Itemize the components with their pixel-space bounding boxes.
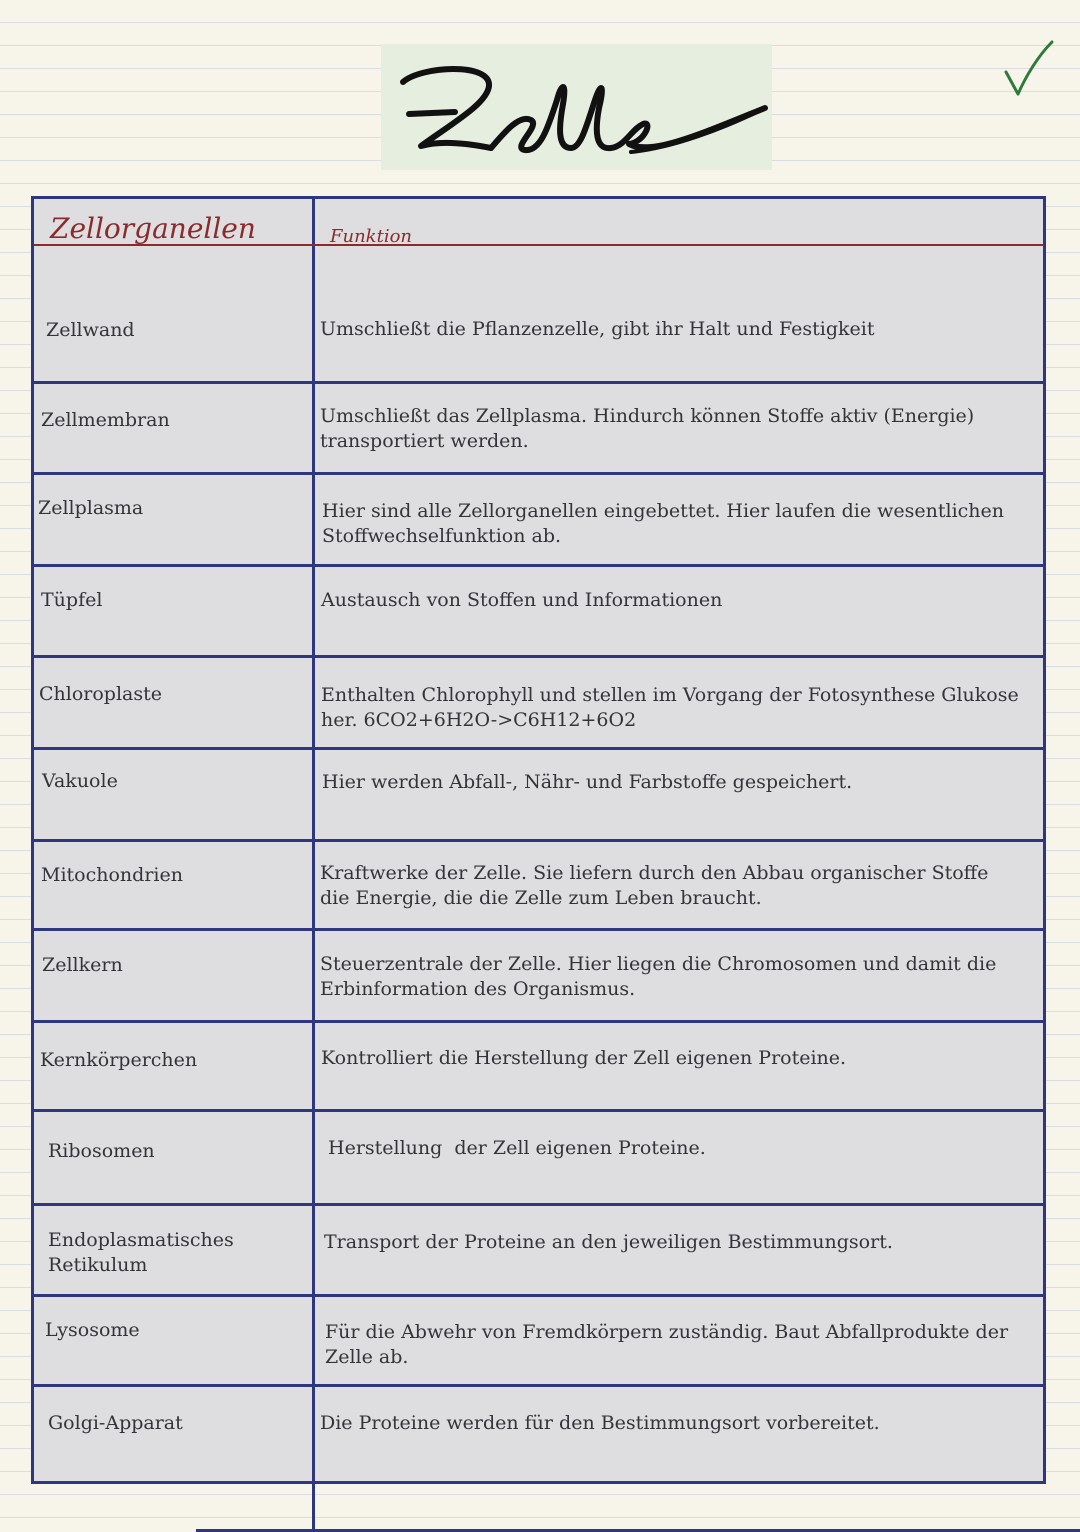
column-divider — [312, 196, 315, 1532]
organelle-name: Ribosomen — [48, 1140, 155, 1162]
organelle-name: Zellwand — [46, 319, 135, 341]
organelle-function: Für die Abwehr von Fremdkörpern zuständig. Baut Abfallprodukte der Zelle ab. — [325, 1321, 1009, 1368]
title-box — [381, 44, 772, 170]
organelle-name: Vakuole — [42, 770, 118, 792]
title-handwriting — [381, 44, 772, 170]
row-divider — [34, 381, 1044, 384]
organelle-name: Kernkörperchen — [40, 1049, 198, 1071]
row-divider — [34, 472, 1044, 475]
organelle-function: Umschließt das Zellplasma. Hindurch können Stoffe aktiv (Energie) transportiert werden. — [320, 405, 975, 452]
row-divider — [34, 1294, 1044, 1297]
organelle-function: Herstellung der Zell eigenen Proteine. — [328, 1137, 706, 1159]
row-divider — [34, 564, 1044, 567]
organelle-name: Lysosome — [45, 1319, 140, 1341]
row-divider — [34, 1203, 1044, 1206]
header-funktion: Funktion — [330, 226, 413, 247]
organelle-function: Enthalten Chlorophyll und stellen im Vorgang der Fotosynthese Glukose her. 6CO2+6H2O->C6H12+6O2 — [321, 684, 1019, 731]
organelle-function: Hier sind alle Zellorganellen eingebettet. Hier laufen die wesentlichen Stoffwechselfunktion ab. — [322, 500, 1005, 547]
organelle-name: Tüpfel — [41, 589, 103, 611]
check-mark-icon — [1000, 36, 1056, 98]
organelle-function: Austausch von Stoffen und Informationen — [321, 589, 723, 611]
organelle-function: Steuerzentrale der Zelle. Hier liegen die Chromosomen und damit die Erbinformation des Organismus. — [320, 953, 997, 1000]
row-divider — [34, 1384, 1044, 1387]
organelle-function: Kontrolliert die Herstellung der Zell eigenen Proteine. — [321, 1047, 847, 1069]
row-divider — [34, 1020, 1044, 1023]
organelle-function: Transport der Proteine an den jeweiligen Bestimmungsort. — [324, 1231, 893, 1253]
organelle-function: Umschließt die Pflanzenzelle, gibt ihr Halt und Festigkeit — [320, 318, 875, 340]
row-divider — [34, 1109, 1044, 1112]
organelle-function: Hier werden Abfall-, Nähr- und Farbstoffe gespeichert. — [322, 771, 853, 793]
organelle-name: Zellplasma — [38, 497, 144, 519]
row-divider — [34, 839, 1044, 842]
organelle-name: Golgi-Apparat — [48, 1412, 183, 1434]
check-mark-label: ✓ — [1000, 36, 1001, 37]
row-divider — [34, 747, 1044, 750]
organelle-name: Zellmembran — [41, 409, 170, 431]
header-organellen: Zellorganellen — [50, 212, 256, 245]
organelle-function: Die Proteine werden für den Bestimmungsort vorbereitet. — [320, 1412, 880, 1434]
organelle-function: Kraftwerke der Zelle. Sie liefern durch den Abbau organischer Stoffe die Energie, die die Zelle zum Leben braucht. — [320, 862, 989, 909]
organelle-name: Mitochondrien — [41, 864, 183, 886]
row-divider — [34, 655, 1044, 658]
organelle-name: Zellkern — [42, 954, 123, 976]
organelle-name: Endoplasmatisches Retikulum — [48, 1229, 234, 1276]
organelle-name: Chloroplaste — [39, 683, 163, 705]
row-divider — [34, 928, 1044, 931]
